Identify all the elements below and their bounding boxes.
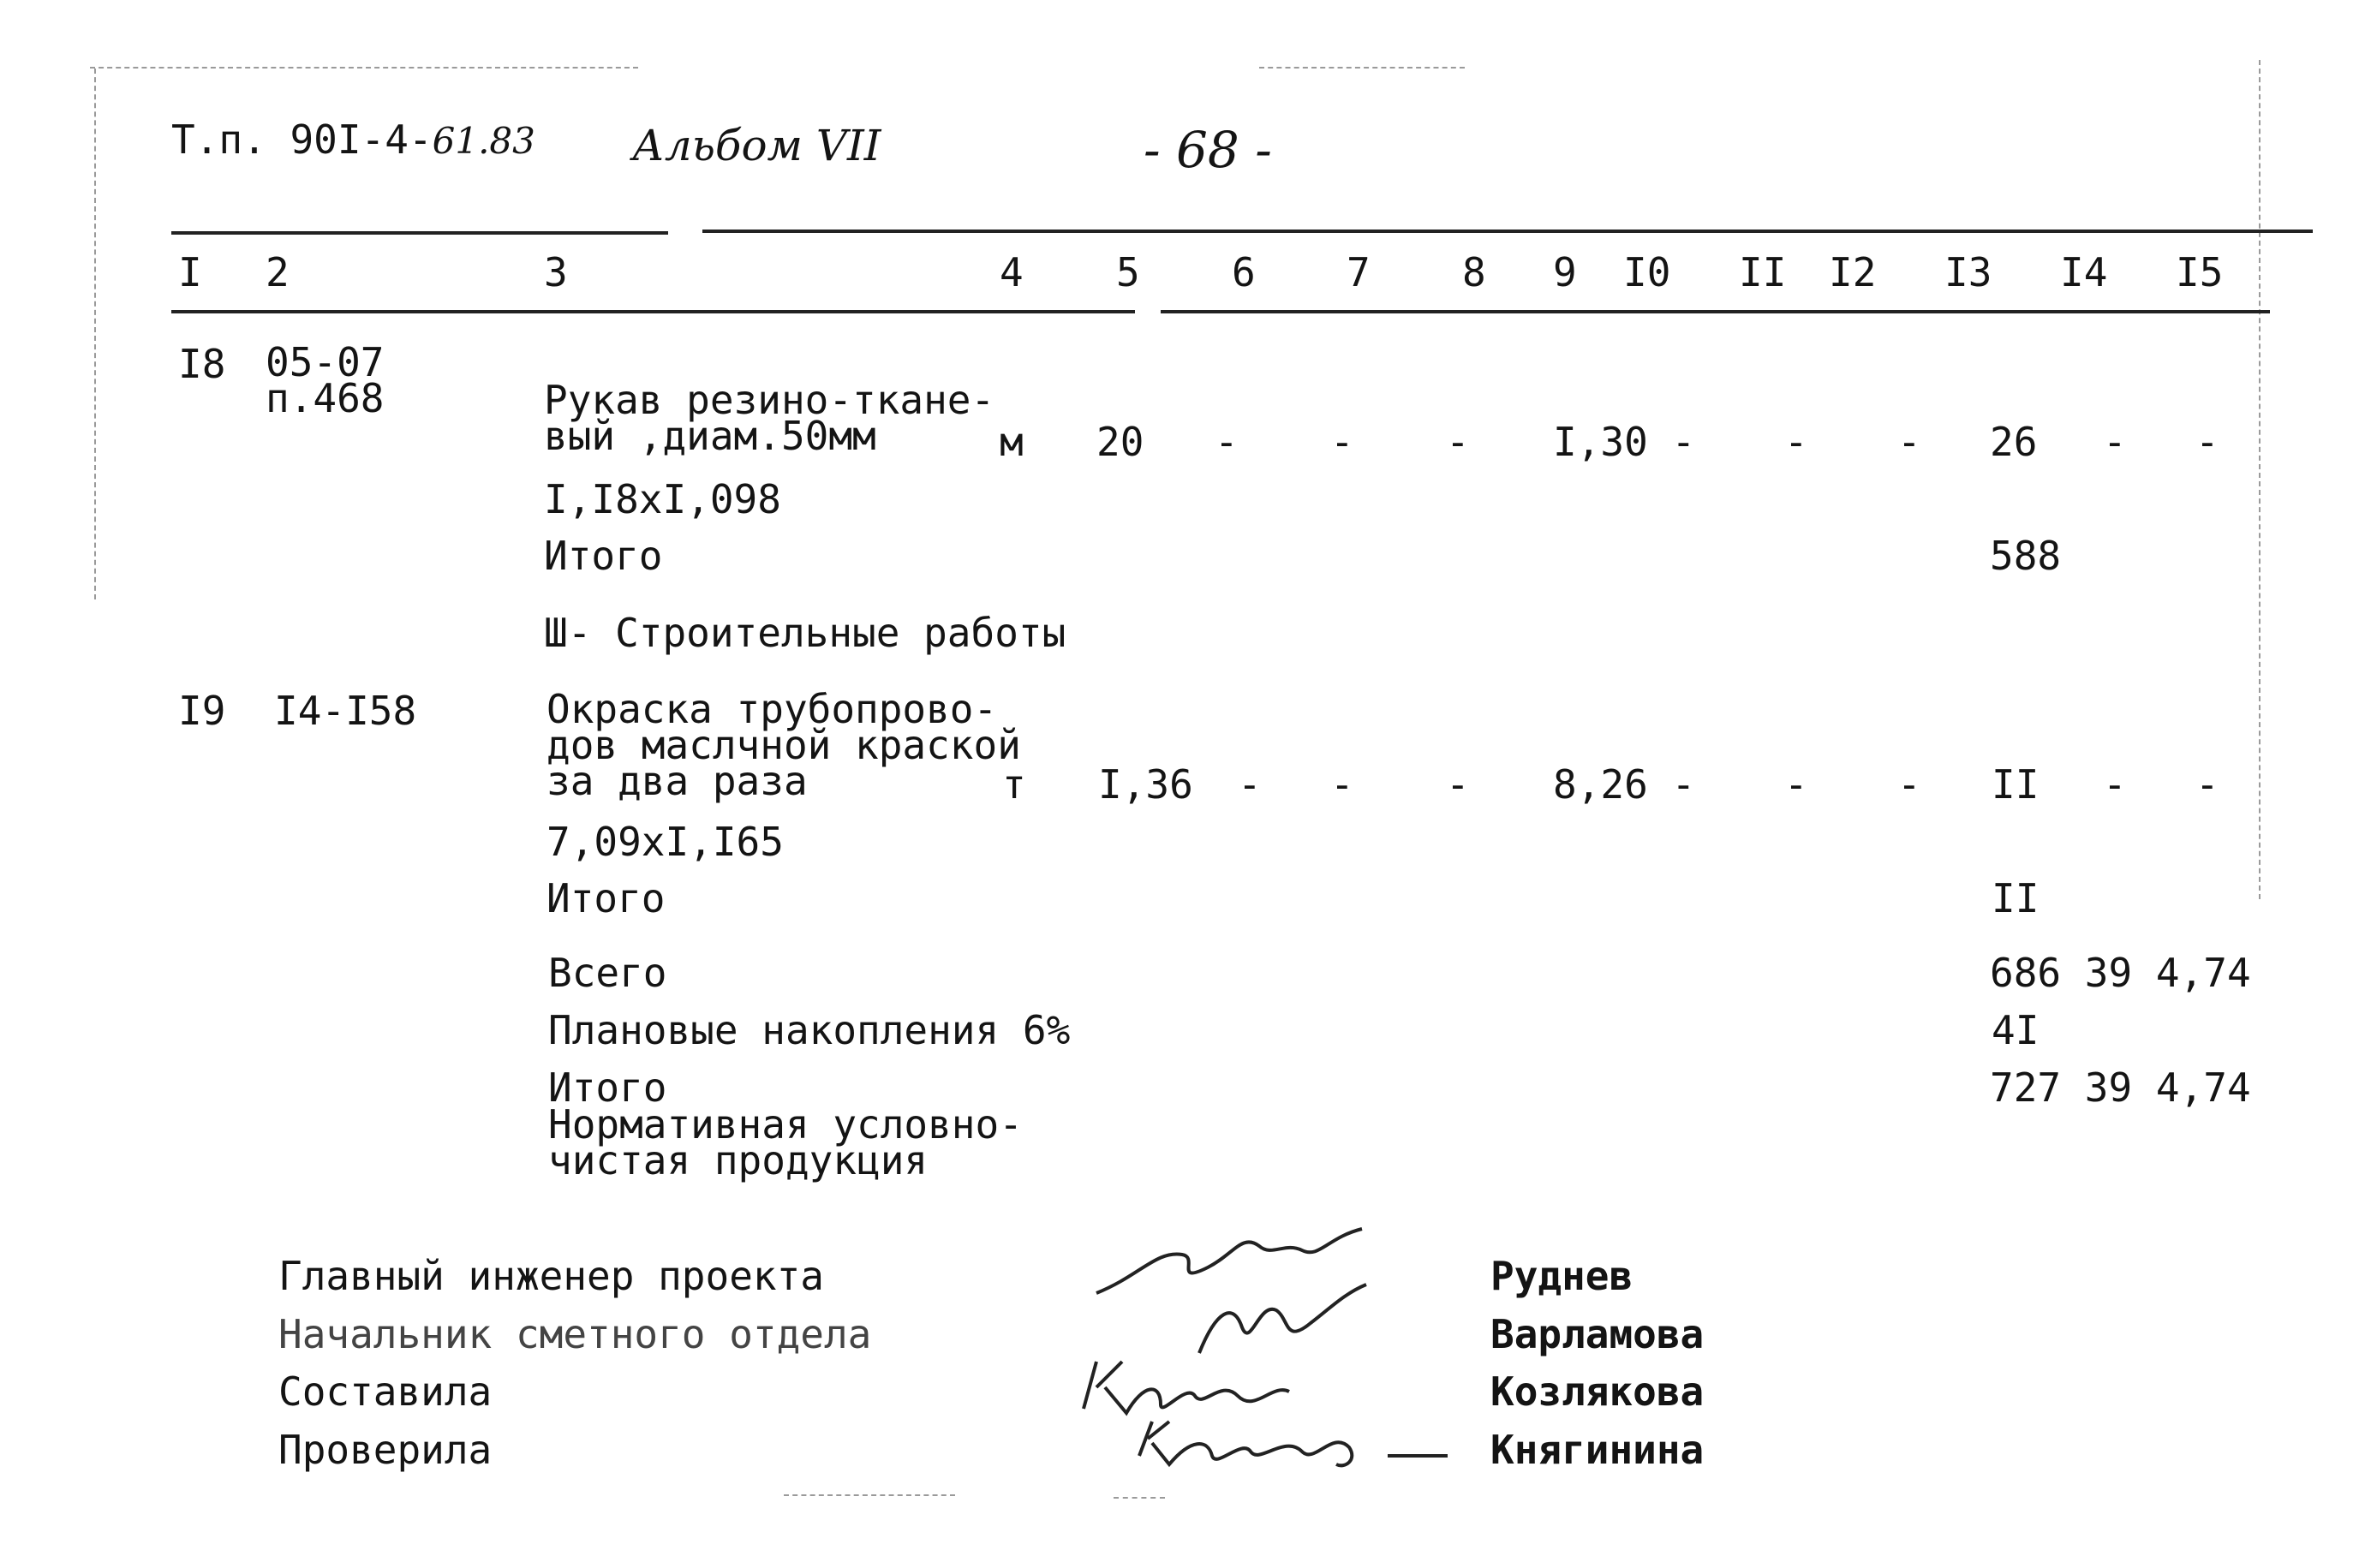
total-all-label: Всего bbox=[548, 950, 667, 996]
row-19-col9: 8,26 - bbox=[1553, 761, 1696, 808]
signature-role-checked: Проверила bbox=[278, 1427, 493, 1473]
row-19-formula: 7,09хI,I65 bbox=[546, 819, 784, 865]
column-header-15: I5 bbox=[2176, 249, 2224, 295]
row-19-col15: - bbox=[2195, 761, 2219, 808]
row-19-col12: - bbox=[1897, 761, 1921, 808]
bottom-mark-left bbox=[784, 1494, 955, 1496]
signature-name-varlamova: Варламова bbox=[1490, 1311, 1705, 1357]
row-19-name: Окраска трубопрово- дов маслчной краской за два раза bbox=[546, 686, 1021, 804]
header-rule-top-right bbox=[702, 230, 2313, 233]
header-rule-bottom-left bbox=[171, 310, 1135, 313]
bottom-mark-right bbox=[1114, 1497, 1165, 1499]
header-rule-top-left bbox=[171, 231, 668, 235]
left-border bbox=[94, 69, 96, 599]
row-19-col7: - bbox=[1330, 761, 1354, 808]
album-label: Альбом VII bbox=[632, 121, 881, 170]
column-header-10: I0 bbox=[1623, 249, 1671, 295]
signature-role-chief-engineer: Главный инженер проекта bbox=[278, 1253, 824, 1299]
signature-name-knyaginina: Княгинина bbox=[1490, 1427, 1705, 1473]
row-18-formula: I,I8хI,098 bbox=[544, 476, 781, 522]
column-header-1: I bbox=[178, 249, 202, 295]
column-header-8: 8 bbox=[1462, 249, 1486, 295]
right-border bbox=[2259, 60, 2261, 899]
row-18-col6: - bbox=[1215, 419, 1239, 465]
row-18-col15: - bbox=[2195, 419, 2219, 465]
column-header-9: 9 bbox=[1553, 249, 1577, 295]
column-header-7: 7 bbox=[1347, 249, 1371, 295]
row-19-code: I4-I58 bbox=[274, 688, 417, 734]
grand-total-label: Итого bbox=[548, 1064, 667, 1111]
column-header-14: I4 bbox=[2060, 249, 2108, 295]
document-code-prefix: Т.п. 90I-4- bbox=[171, 116, 433, 163]
row-18-number: I8 bbox=[178, 341, 226, 387]
row-18-col9: I,30 - bbox=[1553, 419, 1696, 465]
row-18-col11: - bbox=[1784, 419, 1808, 465]
total-all-value: 686 39 4,74 bbox=[1990, 950, 2251, 996]
column-header-4: 4 bbox=[1000, 249, 1024, 295]
row-19-col11: - bbox=[1784, 761, 1808, 808]
row-19-number: I9 bbox=[178, 688, 226, 734]
row-18-code: 05-07 п.468 bbox=[266, 339, 385, 421]
grand-total-value: 727 39 4,74 bbox=[1990, 1064, 2251, 1111]
header-rule-bottom-right bbox=[1161, 310, 2270, 313]
row-18-col12: - bbox=[1897, 419, 1921, 465]
row-19-col14: - bbox=[2103, 761, 2127, 808]
column-header-13: I3 bbox=[1944, 249, 1992, 295]
column-header-5: 5 bbox=[1116, 249, 1140, 295]
signature-name-kozlyakova: Козлякова bbox=[1490, 1368, 1705, 1415]
row-19-unit: т bbox=[1002, 761, 1026, 808]
row-18-col5: 20 bbox=[1096, 419, 1144, 465]
row-18-name: Рукав резино-ткане- вый ,диам.50мм bbox=[544, 377, 995, 459]
row-18-col14: - bbox=[2103, 419, 2127, 465]
handwritten-signature-4 bbox=[1131, 1404, 1456, 1482]
column-header-6: 6 bbox=[1232, 249, 1256, 295]
document-code-handwritten: 61.83 bbox=[432, 120, 535, 162]
column-header-11: II bbox=[1739, 249, 1787, 295]
row-18-subtotal-label: Итого bbox=[544, 533, 663, 579]
column-header-3: 3 bbox=[544, 249, 568, 295]
top-border-right bbox=[1259, 67, 1465, 69]
row-19-col8: - bbox=[1446, 761, 1470, 808]
row-18-subtotal-value: 588 bbox=[1990, 533, 2062, 579]
planned-savings-label: Плановые накопления 6% bbox=[548, 1007, 1071, 1053]
row-18-col7: - bbox=[1330, 419, 1354, 465]
page-number: - 68 - bbox=[1144, 121, 1272, 179]
row-18-unit: м bbox=[1000, 419, 1024, 465]
normative-output-label: Нормативная условно- чистая продукция bbox=[548, 1101, 1023, 1183]
section-heading: Ш- Строительные работы bbox=[544, 610, 1066, 656]
column-header-2: 2 bbox=[266, 249, 290, 295]
row-19-col5: I,36 bbox=[1098, 761, 1193, 808]
top-border-left bbox=[90, 67, 638, 69]
row-19-col13: II bbox=[1992, 761, 2040, 808]
row-18-col13: 26 bbox=[1990, 419, 2038, 465]
row-19-subtotal-value: II bbox=[1992, 875, 2040, 921]
row-19-subtotal-label: Итого bbox=[546, 875, 666, 921]
column-header-12: I2 bbox=[1829, 249, 1877, 295]
signature-name-rudnev: Руднев bbox=[1490, 1253, 1633, 1299]
signature-role-compiled: Составила bbox=[278, 1368, 493, 1415]
document-code bbox=[171, 116, 535, 163]
row-18-col8: - bbox=[1446, 419, 1470, 465]
planned-savings-value: 4I bbox=[1992, 1007, 2040, 1053]
signature-role-estimate-head: Начальник сметного отдела bbox=[278, 1311, 872, 1357]
row-19-col6: - bbox=[1238, 761, 1262, 808]
